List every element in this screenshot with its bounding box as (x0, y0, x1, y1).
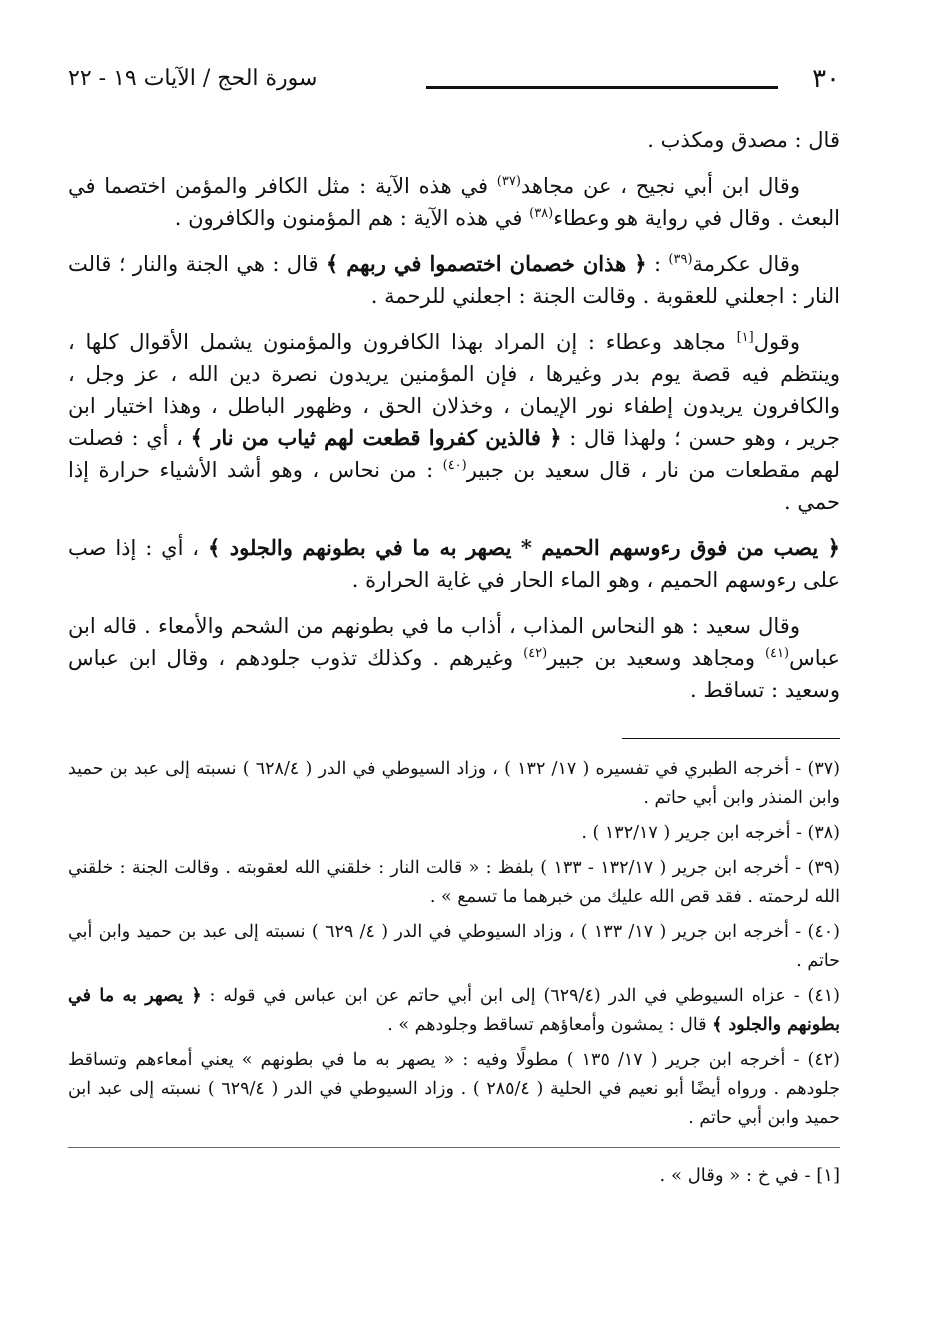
quran-quote: ﴿ هذان خصمان اختصموا في ربهم ﴾ (325, 251, 647, 276)
paragraph-text: ، أي : فصلت لهم مقطعات من نار ، قال سعيد بن جبير (68, 426, 841, 482)
paragraph-text: ، أي : إذا صب على رءوسهم الحميم ، وهو الماء الحار في غاية الحرارة . (68, 536, 840, 592)
paragraph-text: قال : مصدق ومكذب . (647, 128, 840, 152)
paragraph-text: وقال ابن أبي نجيح ، عن مجاهد (520, 174, 800, 198)
editor-note-ref-1[interactable]: [١] (736, 330, 754, 345)
footnotes (68, 755, 840, 1133)
footnote-41 (68, 982, 840, 1040)
paragraph-text: : (646, 252, 669, 276)
paragraph-6 (68, 610, 840, 706)
paragraph-text: : من نحاس ، وهو أشد الأشياء حرارة إذا حمي . (68, 458, 840, 514)
quran-quote: ﴿ فالذين كفروا قطعت لهم ثياب من نار ﴾ (190, 425, 562, 450)
footnote-ref-37[interactable]: (٣٧) (496, 174, 521, 189)
footnote-ref-38[interactable]: (٣٨) (529, 206, 554, 221)
footnote-ref-40[interactable]: (٤٠) (442, 458, 467, 473)
paragraph-2 (68, 170, 840, 234)
footnote-42: (٤٢) - أخرجه ابن جرير ( ١٧/ ١٣٥ ) مطولًا وفيه : « يصهر به ما في بطونهم » يعني أمعاءهم وتساقط جلودهم . ورواه أيضًا أبو نعيم في الحلية ( ٢٨٥/٤ ) . وزاد السيوطي في الدر ( ٦٢٩/٤ ) نسبته إلى عبد ابن حميد وابن أبي حاتم . (68, 1050, 841, 1128)
footnote-text: (٤١) - عزاه السيوطي في الدر (٦٢٩/٤) إلى ابن أبي حاتم عن ابن عباس في قوله : (201, 986, 840, 1006)
paragraph-text: مجاهد وعطاء : إن المراد بهذا الكافرون والمؤمنون يشمل الأقوال كلها ، وينتظم فيه قصة يوم بدر وغيرها ، فإن المؤمنين يريدون نصرة دين الله ، عز وجل ، والكافرون يريدون إطفاء نور الإيمان ، وخذلان الحق ، وظهور الباطل ، وهذا اختيار ابن جرير ، وهو حسن ؛ ولهذا قال : (68, 330, 840, 450)
document-page (68, 56, 840, 1190)
footnote-ref-39[interactable]: (٣٩) (668, 252, 693, 267)
footnote-38: (٣٨) - أخرجه ابن جرير ( ١٣٢/١٧ ) . (581, 823, 840, 843)
paragraph-5 (68, 532, 840, 596)
paragraph-text: ومجاهد وسعيد بن جبير (547, 646, 765, 670)
editor-notes-rule (68, 1147, 840, 1148)
paragraph-1 (68, 124, 840, 156)
footnote-rule (622, 738, 840, 739)
footnote-text: قال : يمشون وأمعاؤهم تساقط وجلودهم » . (387, 1015, 713, 1035)
paragraph-text: قال : هي الجنة والنار ؛ قالت النار : اجعلني للعقوبة . وقالت الجنة : اجعلني للرحمة . (68, 252, 840, 308)
footnote-ref-41[interactable]: (٤١) (764, 646, 790, 661)
paragraph-text: في هذه الآية : هم المؤمنون والكافرون . (174, 206, 530, 230)
paragraph-text: وغيرهم . وكذلك تذوب جلودهم ، وقال ابن عباس وسعيد : تساقط . (68, 646, 840, 702)
paragraph-text: وقول (753, 330, 800, 354)
editor-note-1: [١] - في خ : « وقال » . (659, 1165, 840, 1186)
paragraph-4 (68, 326, 840, 518)
paragraph-text: وقال عكرمة (692, 252, 800, 276)
page-number: ٣٠ (812, 64, 840, 94)
paragraph-text: وقال سعيد : هو النحاس المذاب ، أذاب ما في بطونهم من الشحم والأمعاء . قاله ابن عباس (68, 614, 840, 670)
quran-quote: ﴿ يصهر به ما في بطونهم والجلود ﴾ (68, 986, 840, 1035)
page-header (68, 56, 840, 96)
editor-notes (68, 1162, 840, 1190)
footnote-37: (٣٧) - أخرجه الطبري في تفسيره ( ١٧/ ١٣٢ ) ، وزاد السيوطي في الدر ( ٦٢٨/٤ ) نسبته إلى عبد بن حميد وابن المنذر وابن أبي حاتم . (68, 759, 840, 808)
footnote-39: (٣٩) - أخرجه ابن جرير ( ١٣٢/١٧ - ١٣٣ ) بلفظ : « قالت النار : خلقني الله لعقوبته . وقالت الجنة : خلقني الله لرحمته . فقد قص الله عليك من خبرهما ما تسمع » . (68, 858, 840, 907)
paragraph-3 (68, 248, 840, 312)
footnote-ref-42[interactable]: (٤٢) (523, 646, 548, 661)
header-rule (426, 86, 778, 89)
running-title: سورة الحج / الآيات ١٩ - ٢٢ (68, 66, 318, 91)
quran-quote: ﴿ يصب من فوق رءوسهم الحميم * يصهر به ما في بطونهم والجلود ﴾ (207, 535, 840, 560)
footnote-40: (٤٠) - أخرجه ابن جرير ( ١٧/ ١٣٣ ) ، وزاد السيوطي في الدر ( ٤/ ٦٢٩ ) نسبته إلى عبد بن حميد وابن أبي حاتم . (68, 922, 840, 971)
main-text (68, 124, 840, 706)
paragraph-text: في هذه الآية : مثل الكافر والمؤمن اختصما في البعث . وقال في رواية هو وعطاء (68, 174, 840, 230)
